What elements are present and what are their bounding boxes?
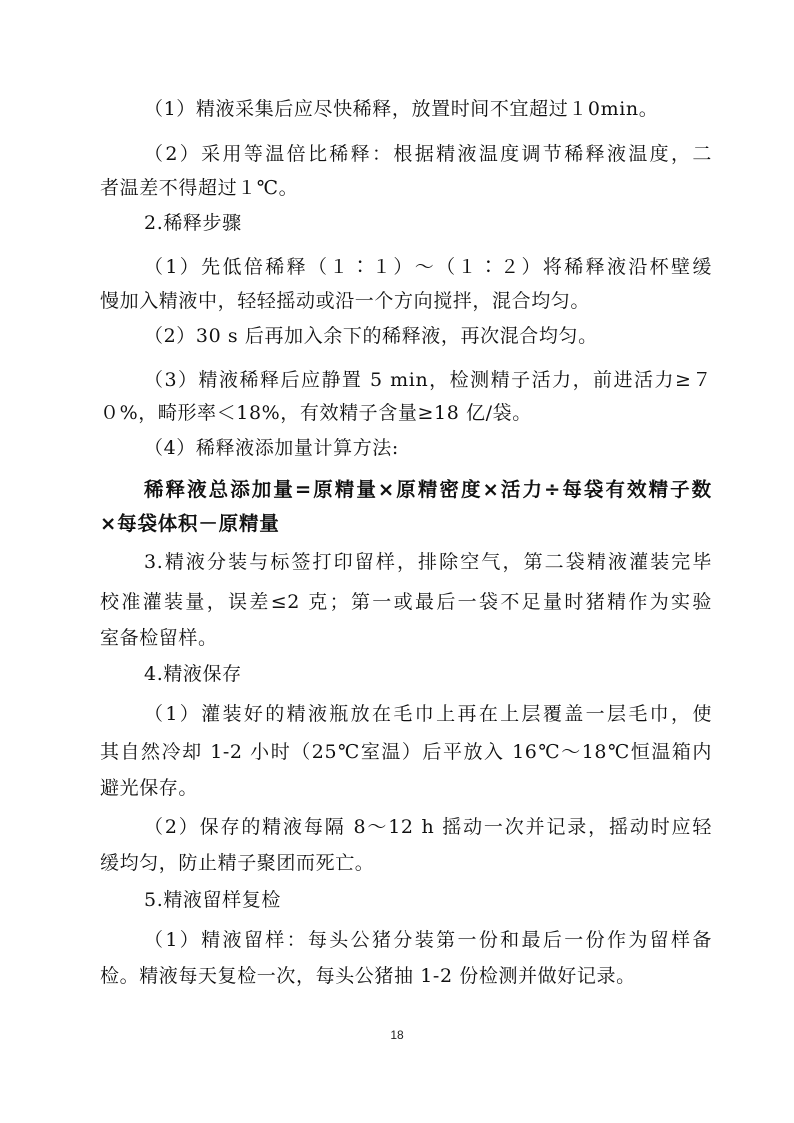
section-heading: 5.精液留样复检: [144, 889, 281, 911]
paragraph-line: （1）精液采集后应尽快稀释，放置时间不宜超过１0min。: [144, 98, 659, 120]
section-heading: 4.精液保存: [144, 663, 242, 685]
paragraph-line: （4）稀释液添加量计算方法:: [144, 437, 399, 459]
paragraph-line: ０%，畸形率＜18%，有效精子含量≥18 亿/袋。: [100, 402, 532, 424]
paragraph-line: 缓均匀，防止精子聚团而死亡。: [100, 852, 375, 874]
paragraph-line: 避光保存。: [100, 777, 199, 799]
formula-line: ×每袋体积－原精量: [100, 512, 280, 535]
paragraph-line: 室备检留样。: [100, 627, 218, 649]
paragraph-line: （1）先低倍稀释（１∶１）～（１∶２）将稀释液沿杯壁缓: [144, 256, 712, 278]
paragraph-line: 校准灌装量，误差≤2 克；第一或最后一袋不足量时猪精作为实验: [100, 591, 712, 613]
paragraph-line: （2）30 s 后再加入余下的稀释液，再次混合均匀。: [144, 325, 598, 347]
paragraph-line: 其自然冷却 1-2 小时（25℃室温）后平放入 16℃～18℃恒温箱内: [100, 741, 712, 763]
paragraph-line: 3.精液分装与标签打印留样，排除空气，第二袋精液灌装完毕: [144, 551, 712, 573]
paragraph-line: 检。精液每天复检一次，每头公猪抽 1-2 份检测并做好记录。: [100, 965, 636, 987]
paragraph-line: （3）精液稀释后应静置 5 min，检测精子活力，前进活力≥７: [144, 369, 712, 391]
paragraph-line: 慢加入精液中，轻轻摇动或沿一个方向搅拌，混合均匀。: [100, 290, 591, 312]
section-heading: 2.稀释步骤: [144, 212, 242, 234]
paragraph-line: （1）精液留样：每头公猪分装第一份和最后一份作为留样备: [144, 929, 712, 951]
formula-line: 稀释液总添加量=原精量×原精密度×活力÷每袋有效精子数: [144, 478, 712, 501]
paragraph-line: 者温差不得超过１℃。: [100, 177, 299, 199]
paragraph-line: （1）灌装好的精液瓶放在毛巾上再在上层覆盖一层毛巾，使: [144, 703, 712, 725]
paragraph-line: （2）保存的精液每隔 8～12 h 摇动一次并记录，摇动时应轻: [144, 816, 712, 838]
page-number: 18: [390, 1028, 404, 1042]
paragraph-line: （2）采用等温倍比稀释：根据精液温度调节稀释液温度，二: [144, 143, 712, 165]
